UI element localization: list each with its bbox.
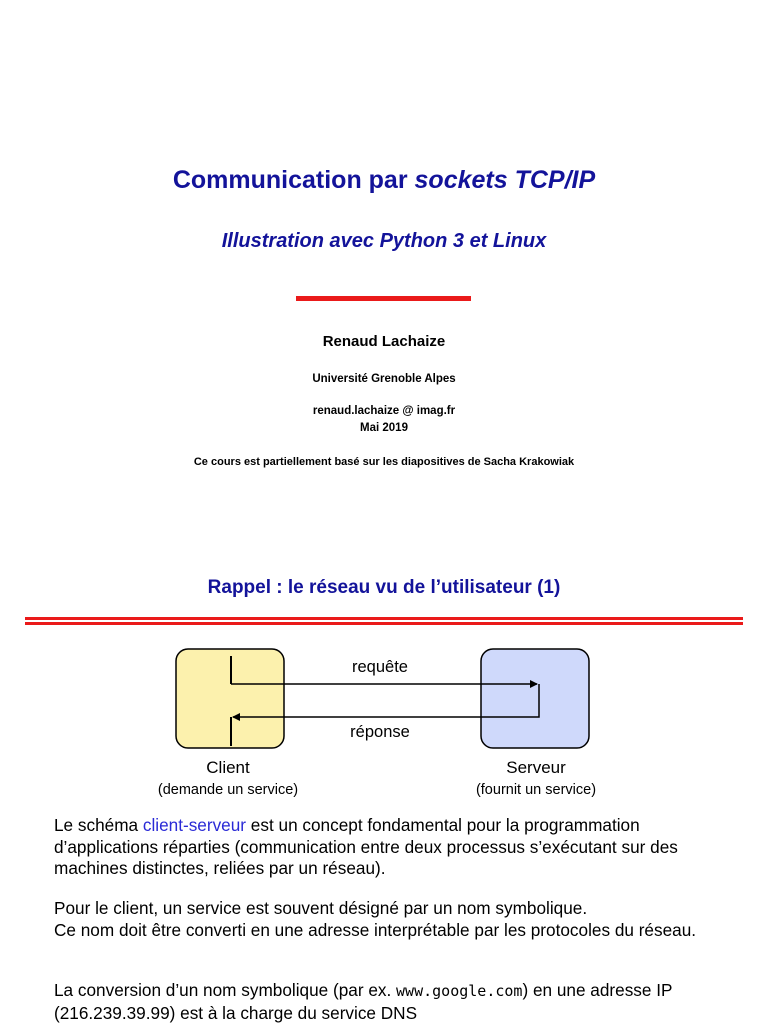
paragraph-client-server-start: Le schéma [54,815,143,835]
course-title-plain: Communication par [172,166,415,194]
slide-title: Rappel : le réseau vu de l’utilisateur (1) [207,577,561,598]
course-subtitle: Illustration avec Python 3 et Linux [221,230,547,252]
request-label: requête [352,658,408,676]
server-sublabel: (fournit un service) [475,782,597,798]
client-server-diagram [140,640,620,805]
response-label: réponse [350,723,410,741]
affiliation: Université Grenoble Alpes [312,373,456,385]
paragraph-symbolic-name-line1: Pour le client, un service est souvent désigné par un nom symbolique. [54,898,588,918]
paragraph-client-server-end: est un concept fondamental pour la programmation d’applications réparties (communication entre deux processus s’exécutant sur des machines distinctes, reliées par un réseau). [54,815,678,878]
paragraph-dns-end: ) en une adresse IP (216.239.39.99) est à la charge du service DNS [54,980,673,1023]
example-hostname: www.google.com [396,982,523,1000]
client-sublabel: (demande un service) [157,782,299,798]
title-divider [296,296,471,301]
server-box [481,649,589,748]
course-date: Mai 2019 [360,422,408,434]
paragraph-symbolic-name-line2: Ce nom doit être converti en une adresse interprétable par les protocoles du réseau. [54,919,697,940]
paragraph-client-server [54,815,734,880]
author-email: renaud.lachaize @ imag.fr [312,405,456,417]
paragraph-dns [54,980,734,1024]
client-server-link[interactable]: client-serveur [142,815,247,835]
client-label: Client [206,758,250,777]
paragraph-dns-start: La conversion d’un nom symbolique (par ex. [54,980,397,1000]
slide-title-rule-top [25,617,743,620]
slide-title-rule-bottom [25,622,743,625]
course-title [0,166,768,195]
course-title-italic: sockets TCP/IP [414,166,596,194]
server-label: Serveur [506,758,566,777]
credits-note: Ce cours est partiellement basé sur les diapositives de Sacha Krakowiak [193,456,575,468]
paragraph-symbolic-name [54,898,734,941]
author-name: Renaud Lachaize [322,333,446,350]
